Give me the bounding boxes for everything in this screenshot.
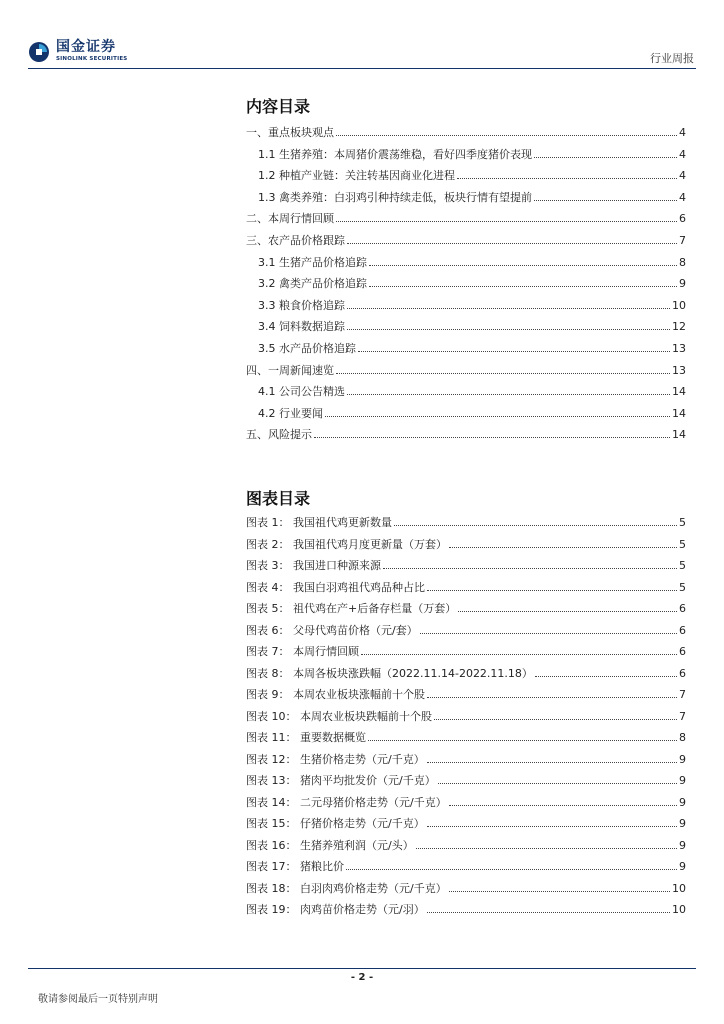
dot-leader	[394, 525, 677, 526]
toc-entry-label: 4.1 公司公告精选	[258, 385, 345, 399]
figure-entry[interactable]	[246, 901, 686, 923]
toc-entry-page: 14	[672, 385, 686, 399]
toc-entry-label: 1.1 生猪养殖：本周猪价震荡维稳，看好四季度猪价表现	[258, 147, 532, 161]
figure-entry-label: 图表 4： 我国白羽鸡祖代鸡品种占比	[246, 580, 425, 594]
dot-leader	[358, 351, 670, 352]
toc-entry-label: 3.1 生猪产品价格追踪	[258, 255, 367, 269]
dot-leader	[416, 848, 677, 849]
figure-entry-label: 图表 16： 生猪养殖利润（元/头）	[246, 838, 414, 852]
figure-entry-label: 图表 13： 猪肉平均批发价（元/千克）	[246, 774, 436, 787]
toc-entry-page: 4	[679, 190, 686, 204]
figure-entry-page: 5	[679, 580, 686, 594]
disclaimer-text: 敬请参阅最后一页特别声明	[38, 994, 158, 1005]
toc-entry[interactable]	[246, 318, 686, 340]
toc-entry-label: 4.2 行业要闻	[258, 406, 323, 420]
figure-entry-page: 9	[679, 795, 686, 809]
dot-leader	[535, 676, 677, 677]
toc-entry-page: 4	[679, 147, 686, 161]
toc-entry[interactable]	[246, 383, 686, 405]
figure-entry[interactable]	[246, 643, 686, 665]
figure-entry[interactable]	[246, 751, 686, 773]
toc-entry-page: 9	[679, 277, 686, 291]
figure-entry-label: 图表 12： 生猪价格走势（元/千克）	[246, 752, 425, 766]
toc-entry[interactable]	[246, 124, 686, 146]
dot-leader	[449, 891, 670, 892]
dot-leader	[457, 178, 677, 179]
figure-entry[interactable]	[246, 514, 686, 536]
figure-entry-label: 图表 1： 我国祖代鸡更新数量	[246, 516, 392, 529]
toc-entry-page: 13	[672, 363, 686, 377]
dot-leader	[336, 373, 670, 374]
figure-entry-label: 图表 6： 父母代鸡苗价格（元/套）	[246, 623, 418, 637]
figure-entry-page: 7	[679, 688, 686, 701]
toc-entry-label: 1.2 种植产业链：关注转基因商业化进程	[258, 169, 455, 183]
figure-entry-label: 图表 19： 肉鸡苗价格走势（元/羽）	[246, 903, 425, 916]
dot-leader	[347, 394, 670, 395]
dot-leader	[427, 826, 677, 827]
dot-leader	[534, 200, 677, 201]
toc-entry-label: 二、本周行情回顾	[246, 212, 334, 226]
dot-leader	[347, 308, 670, 309]
figure-entry-page: 6	[679, 666, 686, 680]
figure-list	[246, 514, 686, 923]
dot-leader	[346, 869, 677, 870]
toc-entry-page: 10	[672, 298, 686, 312]
figure-entry-page: 5	[679, 537, 686, 551]
figure-entry-page: 9	[679, 838, 686, 852]
toc-entry[interactable]	[246, 232, 686, 254]
figure-entry-label: 图表 2： 我国祖代鸡月度更新量（万套）	[246, 537, 447, 551]
header-divider	[28, 68, 696, 69]
dot-leader	[347, 329, 670, 330]
toc-entry[interactable]	[246, 275, 686, 297]
toc-entry[interactable]	[246, 340, 686, 362]
toc-entry[interactable]	[246, 362, 686, 384]
figure-list-title: 图表目录	[246, 489, 311, 508]
toc-entry[interactable]	[246, 189, 686, 211]
figure-entry-label: 图表 14： 二元母猪价格走势（元/千克）	[246, 795, 447, 809]
figure-entry-label: 图表 10： 本周农业板块跌幅前十个股	[246, 709, 432, 723]
figure-entry[interactable]	[246, 557, 686, 579]
toc-entry-page: 14	[672, 406, 686, 420]
toc-entry[interactable]	[246, 146, 686, 168]
dot-leader	[434, 719, 677, 720]
figure-entry-page: 6	[679, 602, 686, 615]
toc-entry-page: 14	[672, 428, 686, 442]
figure-entry-page: 9	[679, 860, 686, 873]
figure-entry-label: 图表 11： 重要数据概览	[246, 731, 366, 744]
toc-entry[interactable]	[246, 297, 686, 319]
toc-entry-label: 3.4 饲料数据追踪	[258, 320, 345, 334]
figure-entry-page: 6	[679, 623, 686, 637]
dot-leader	[427, 912, 670, 913]
dot-leader	[383, 568, 677, 569]
figure-entry-page: 5	[679, 559, 686, 572]
figure-entry[interactable]	[246, 772, 686, 794]
dot-leader	[438, 783, 677, 784]
page-header	[0, 0, 724, 72]
figure-entry-label: 图表 3： 我国进口种源来源	[246, 559, 381, 572]
figure-entry-page: 9	[679, 752, 686, 766]
toc-entry-label: 3.3 粮食价格追踪	[258, 298, 345, 312]
toc-entry-page: 6	[679, 212, 686, 226]
dot-leader	[347, 243, 677, 244]
footer-divider	[28, 968, 696, 969]
toc-entry-page: 12	[672, 320, 686, 334]
toc-entry[interactable]	[246, 167, 686, 189]
figure-entry-label: 图表 8： 本周各板块涨跌幅（2022.11.14-2022.11.18）	[246, 666, 533, 680]
toc-entry-label: 三、农产品价格跟踪	[246, 233, 345, 247]
dot-leader	[336, 221, 677, 222]
toc-entry[interactable]	[246, 405, 686, 427]
figure-entry[interactable]	[246, 729, 686, 751]
figure-entry[interactable]	[246, 837, 686, 859]
dot-leader	[427, 762, 677, 763]
figure-entry-page: 9	[679, 817, 686, 830]
figure-entry-label: 图表 5： 祖代鸡在产+后备存栏量（万套）	[246, 602, 457, 615]
dot-leader	[336, 135, 677, 136]
figure-entry-label: 图表 18： 白羽肉鸡价格走势（元/千克）	[246, 881, 447, 895]
dot-leader	[449, 805, 677, 806]
figure-entry-label: 图表 7： 本周行情回顾	[246, 645, 359, 658]
dot-leader	[325, 416, 670, 417]
dot-leader	[314, 437, 670, 438]
toc-entry-label: 四、一周新闻速览	[246, 363, 334, 377]
dot-leader	[458, 611, 677, 612]
figure-entry[interactable]	[246, 794, 686, 816]
logo-chinese-name: 国金证券	[56, 39, 116, 55]
table-of-contents	[246, 124, 686, 448]
toc-entry-label: 1.3 禽类养殖：白羽鸡引种持续走低，板块行情有望提前	[258, 190, 532, 204]
figure-entry-page: 8	[679, 731, 686, 744]
figure-entry-label: 图表 9： 本周农业板块涨幅前十个股	[246, 688, 425, 701]
dot-leader	[361, 654, 677, 655]
dot-leader	[369, 265, 677, 266]
toc-entry-label: 3.5 水产品价格追踪	[258, 341, 356, 355]
toc-entry-page: 4	[679, 169, 686, 183]
figure-entry-page: 9	[679, 774, 686, 787]
dot-leader	[427, 697, 677, 698]
sinolink-logo-icon	[28, 41, 50, 63]
figure-entry[interactable]	[246, 579, 686, 601]
toc-entry-page: 4	[679, 126, 686, 139]
logo-english-name: SINOLINK SECURITIES	[56, 56, 128, 62]
dot-leader	[368, 740, 677, 741]
company-logo	[28, 40, 127, 63]
figure-entry[interactable]	[246, 686, 686, 708]
figure-entry[interactable]	[246, 536, 686, 558]
toc-entry[interactable]	[246, 426, 686, 448]
figure-entry-label: 图表 15： 仔猪价格走势（元/千克）	[246, 817, 425, 830]
toc-entry-label: 五、风险提示	[246, 428, 312, 442]
figure-entry-page: 5	[679, 516, 686, 529]
dot-leader	[534, 157, 677, 158]
toc-entry-page: 8	[679, 255, 686, 269]
toc-entry[interactable]	[246, 210, 686, 232]
figure-entry[interactable]	[246, 815, 686, 837]
toc-entry-page: 13	[672, 341, 686, 355]
dot-leader	[420, 633, 677, 634]
toc-entry[interactable]	[246, 254, 686, 276]
toc-entry-page: 7	[679, 233, 686, 247]
figure-entry[interactable]	[246, 858, 686, 880]
dot-leader	[427, 590, 677, 591]
figure-entry-page: 7	[679, 709, 686, 723]
toc-title: 内容目录	[246, 97, 311, 116]
figure-entry[interactable]	[246, 665, 686, 687]
figure-entry[interactable]	[246, 880, 686, 902]
dot-leader	[369, 286, 677, 287]
figure-entry[interactable]	[246, 622, 686, 644]
toc-entry-label: 3.2 禽类产品价格追踪	[258, 277, 367, 291]
figure-entry-page: 6	[679, 645, 686, 658]
toc-entry-label: 一、重点板块观点	[246, 126, 334, 139]
figure-entry-page: 10	[672, 881, 686, 895]
page-number: - 2 -	[350, 972, 374, 983]
report-type-label: 行业周报	[650, 52, 694, 65]
dot-leader	[449, 547, 677, 548]
figure-entry-page: 10	[672, 903, 686, 916]
figure-entry[interactable]	[246, 708, 686, 730]
figure-entry[interactable]	[246, 600, 686, 622]
figure-entry-label: 图表 17： 猪粮比价	[246, 860, 344, 873]
